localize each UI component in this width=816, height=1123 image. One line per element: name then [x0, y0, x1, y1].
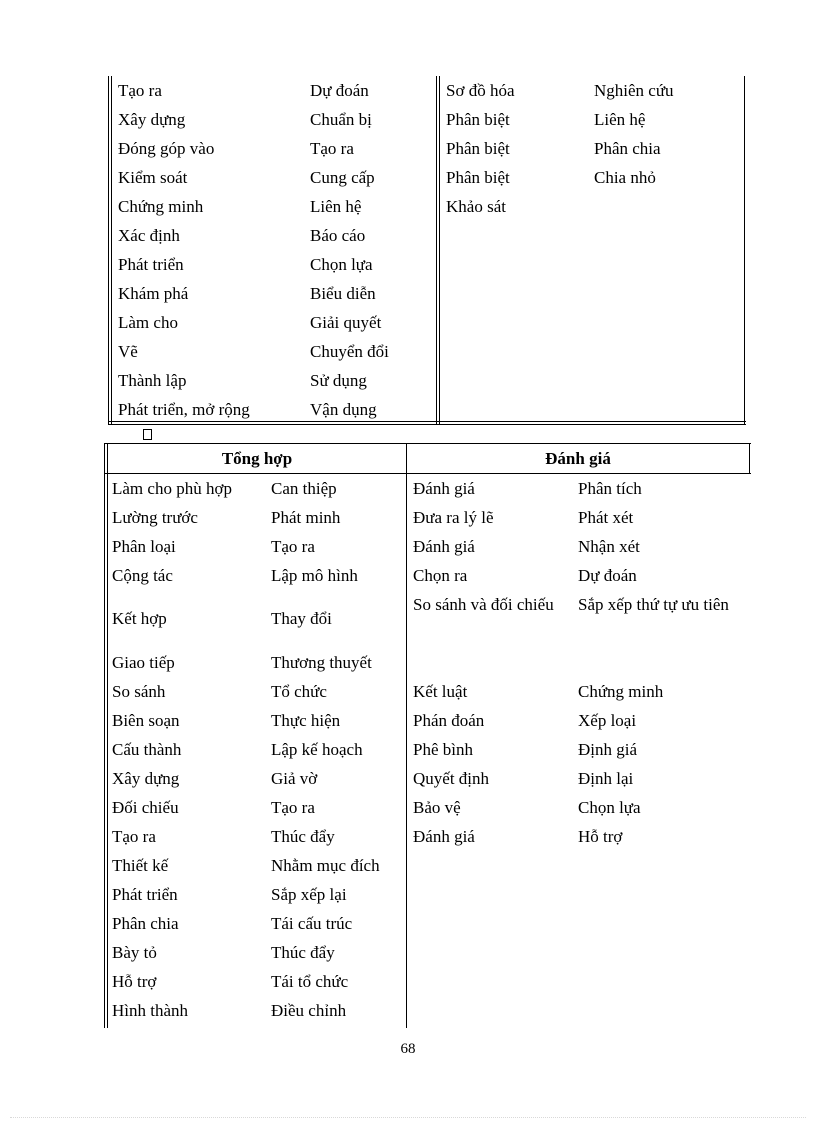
list-item: Đánh giá — [413, 827, 475, 846]
list-item: Bảo vệ — [413, 798, 461, 817]
list-item: Tái cấu trúc — [271, 914, 353, 933]
list-item: Làm cho — [118, 313, 178, 332]
list-item: Chứng minh — [578, 682, 664, 701]
top-col-4 — [594, 76, 674, 192]
list-item: Xây dựng — [118, 110, 186, 129]
list-item: Giải quyết — [310, 313, 382, 332]
list-item: Tạo ra — [118, 81, 162, 100]
list-item: Chia nhỏ — [594, 168, 656, 187]
list-item: Xây dựng — [112, 769, 180, 788]
list-item: Liên hệ — [310, 197, 362, 216]
list-item: Lập kế hoạch — [271, 740, 363, 759]
list-item: Dự đoán — [578, 566, 637, 585]
list-item: Phân chia — [594, 139, 661, 158]
header-evaluation: Đánh giá — [545, 449, 611, 468]
list-item: Phân biệt — [446, 110, 510, 129]
list-item: Cộng tác — [112, 566, 173, 585]
list-item: Sơ đồ hóa — [446, 81, 515, 100]
list-item: Hỗ trợ — [112, 972, 157, 991]
evaluation-col-1 — [413, 474, 568, 851]
list-item: Bày tỏ — [112, 943, 157, 962]
list-item: So sánh — [112, 682, 166, 701]
list-item: Điều chỉnh — [271, 1001, 347, 1020]
list-item: Đối chiếu — [112, 798, 179, 817]
list-item: Cung cấp — [310, 168, 375, 187]
top-col-3 — [446, 76, 515, 221]
top-col-2 — [310, 76, 389, 424]
list-item: Vận dụng — [310, 400, 377, 419]
list-item: Nghiên cứu — [594, 81, 674, 100]
list-item: Cấu thành — [112, 740, 182, 759]
list-item: Chuyển đổi — [310, 342, 389, 361]
list-item: Đánh giá — [413, 479, 475, 498]
list-item: Khám phá — [118, 284, 189, 303]
list-item: Tái tổ chức — [271, 972, 349, 991]
synthesis-col-2 — [271, 474, 405, 1025]
list-item: Phân biệt — [446, 139, 510, 158]
list-item: Phát triển — [112, 885, 178, 904]
list-item: Phát triển, mở rộng — [118, 400, 250, 419]
list-item: Lập mô hình — [271, 566, 358, 585]
list-item: Thay đổi — [271, 609, 332, 628]
top-verb-table — [108, 76, 746, 425]
list-item: Tổ chức — [271, 682, 327, 701]
list-item: Chọn lựa — [310, 255, 373, 274]
table-divider-inner — [439, 76, 440, 425]
list-item: Phát triển — [118, 255, 184, 274]
synthesis-col-1 — [112, 474, 267, 1025]
list-item: Giao tiếp — [112, 653, 175, 672]
list-item: Thực hiện — [271, 711, 341, 730]
table-bottom-border-double — [108, 424, 746, 425]
table-border-left-inner — [107, 443, 108, 1028]
list-item: Phê bình — [413, 740, 473, 759]
list-item: Xếp loại — [578, 711, 637, 730]
list-item: Chọn ra — [413, 566, 468, 585]
list-item: Phân tích — [578, 479, 642, 498]
list-item: Báo cáo — [310, 226, 366, 245]
list-item: Đóng góp vào — [118, 139, 215, 158]
list-item: Biểu diễn — [310, 284, 376, 303]
list-item: Đánh giá — [413, 537, 475, 556]
list-item: Thương thuyết — [271, 653, 372, 672]
list-item: Định giá — [578, 740, 638, 759]
list-item: Dự đoán — [310, 81, 369, 100]
list-item: Phân chia — [112, 914, 179, 933]
list-item: Tạo ra — [112, 827, 156, 846]
list-item: Nhằm mục đích — [271, 856, 380, 875]
list-item: Chuẩn bị — [310, 110, 372, 129]
list-item: Biên soạn — [112, 711, 180, 730]
list-item: Giả vờ — [271, 769, 318, 788]
list-item: Thành lập — [118, 371, 187, 390]
list-item: Chứng minh — [118, 197, 204, 216]
evaluation-col-2 — [578, 474, 743, 851]
list-item: Định lại — [578, 769, 634, 788]
top-col-1 — [118, 76, 250, 424]
list-item: Làm cho phù hợp — [112, 479, 232, 498]
list-item: Tạo ra — [310, 139, 354, 158]
list-item: Thúc đẩy — [271, 943, 335, 962]
header-synthesis: Tổng hợp — [221, 449, 293, 468]
table-border-right — [744, 76, 745, 425]
table-divider — [406, 443, 407, 1028]
list-item: Phán đoán — [413, 711, 485, 730]
list-item: Sắp xếp lại — [271, 885, 347, 904]
list-item: Đưa ra lý lẽ — [413, 508, 494, 527]
list-item: Lường trước — [112, 508, 198, 527]
table-border-left-outer — [104, 443, 105, 1028]
list-item: Hỗ trợ — [578, 827, 623, 846]
synthesis-evaluation-table — [104, 443, 751, 1028]
list-item: Kết luật — [413, 682, 468, 701]
list-item: Phân biệt — [446, 168, 510, 187]
page-bottom-rule — [10, 1117, 806, 1118]
table-border-left-inner — [111, 76, 112, 425]
missing-glyph-box-icon — [143, 429, 152, 440]
list-item: Quyết định — [413, 769, 490, 788]
page-number: 68 — [400, 1041, 416, 1057]
list-item: Khảo sát — [446, 197, 506, 216]
list-item: So sánh và đối chiếu — [413, 595, 554, 614]
list-item: Kết hợp — [112, 609, 167, 628]
list-item: Nhận xét — [578, 537, 640, 556]
table-divider-outer — [436, 76, 437, 425]
list-item: Can thiệp — [271, 479, 337, 498]
list-item: Xác định — [118, 226, 180, 245]
list-item: Kiểm soát — [118, 168, 188, 187]
table-border-right — [749, 443, 750, 474]
list-item — [578, 648, 743, 677]
list-item: Sắp xếp thứ tự ưu tiên — [578, 595, 729, 614]
list-item: Tạo ra — [271, 537, 315, 556]
list-item: Sử dụng — [310, 371, 367, 390]
list-item: Phát minh — [271, 508, 341, 527]
list-item: Tạo ra — [271, 798, 315, 817]
table-border-left-outer — [108, 76, 109, 425]
list-item: Phân loại — [112, 537, 176, 556]
list-item: Chọn lựa — [578, 798, 641, 817]
list-item: Thiết kế — [112, 856, 169, 875]
list-item: Phát xét — [578, 508, 634, 527]
list-item: Vẽ — [118, 342, 138, 361]
list-item: Thúc đẩy — [271, 827, 335, 846]
list-item — [413, 648, 568, 677]
list-item: Liên hệ — [594, 110, 646, 129]
list-item: Hình thành — [112, 1001, 189, 1020]
